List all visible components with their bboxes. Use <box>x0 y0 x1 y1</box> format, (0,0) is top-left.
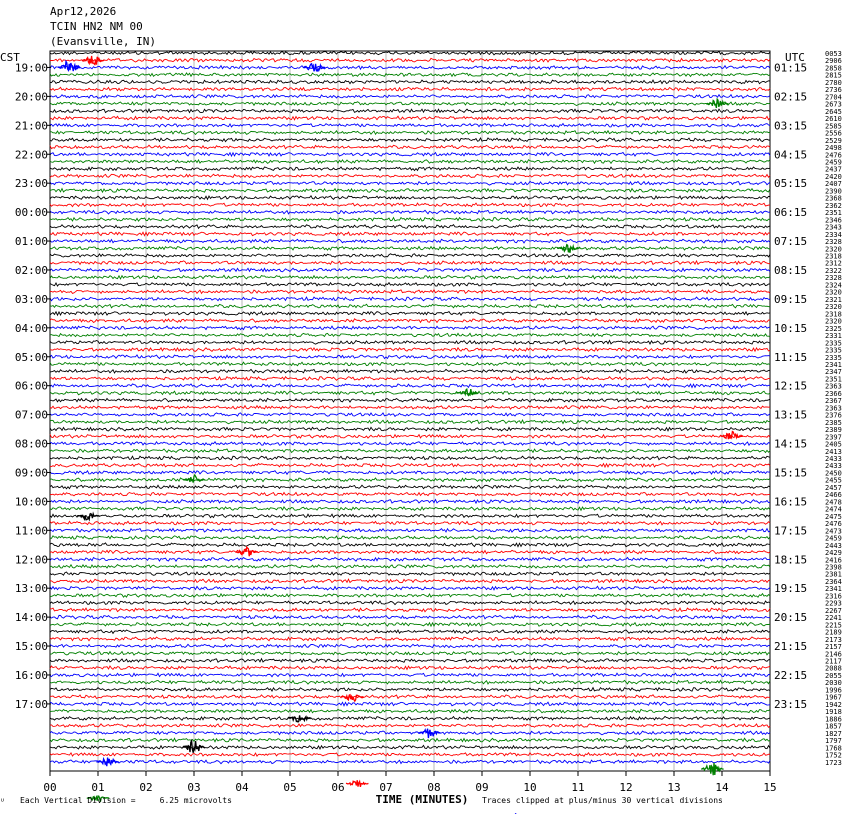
seismic-trace <box>50 529 770 533</box>
trace-value-label: 2316 <box>825 592 842 601</box>
seismic-trace <box>50 160 770 164</box>
trace-value-label: 2466 <box>825 491 842 500</box>
right-time-label: 23:15 <box>774 697 808 711</box>
seismic-trace <box>50 688 770 692</box>
trace-value-label: 2341 <box>825 360 842 369</box>
seismic-trace <box>50 239 770 243</box>
seismic-trace <box>50 391 770 395</box>
seismic-trace <box>50 413 770 417</box>
x-tick-label: 13 <box>667 781 681 794</box>
trace-value-label: 2328 <box>825 238 842 247</box>
right-time-label: 18:15 <box>774 553 808 567</box>
trace-value-label: 2407 <box>825 180 842 189</box>
trace-value-label: 2455 <box>825 476 842 485</box>
trace-value-label: 2335 <box>825 339 842 348</box>
trace-value-label: 2173 <box>825 635 842 644</box>
seismic-trace <box>50 434 770 438</box>
seismic-trace <box>50 377 770 381</box>
seismic-trace <box>50 492 770 496</box>
trace-value-label: 2585 <box>825 122 842 131</box>
event-burst <box>341 695 363 701</box>
trace-value-label: 1918 <box>825 708 842 717</box>
trace-value-label: 2267 <box>825 606 842 615</box>
event-burst <box>701 763 723 775</box>
seismic-trace <box>50 630 770 634</box>
y-axis-left-title: CST <box>0 51 20 64</box>
trace-value-label: 2736 <box>825 86 842 95</box>
right-time-label: 03:15 <box>774 119 808 133</box>
trace-value-label: 2343 <box>825 223 842 232</box>
trace-value-label: 2335 <box>825 353 842 362</box>
seismic-trace <box>50 167 770 171</box>
seismic-trace <box>50 51 770 55</box>
header-station: TCIN HN2 NM 00 <box>50 20 143 33</box>
seismic-trace <box>50 80 770 84</box>
trace-value-label: 2416 <box>825 556 842 565</box>
x-tick-label: 05 <box>283 781 297 794</box>
x-tick-label: 12 <box>619 781 633 794</box>
right-time-label: 05:15 <box>774 177 808 191</box>
left-time-label: 10:00 <box>14 495 48 509</box>
event-burst <box>418 729 440 738</box>
left-time-label: 12:00 <box>14 553 48 567</box>
left-time-label: 06:00 <box>14 379 48 393</box>
left-time-label: 22:00 <box>14 148 48 162</box>
trace-value-label: 2335 <box>825 346 842 355</box>
seismic-trace <box>50 608 770 612</box>
seismic-trace <box>50 738 770 742</box>
event-burst <box>346 780 368 787</box>
seismic-trace <box>50 695 770 699</box>
left-time-label: 00:00 <box>14 206 48 220</box>
trace-value-label: 2320 <box>825 303 842 312</box>
left-time-label: 17:00 <box>14 697 48 711</box>
trace-value-label: 2437 <box>825 165 842 174</box>
trace-value-label: 2157 <box>825 643 842 652</box>
trace-value-label: 2146 <box>825 650 842 659</box>
trace-value-label: 1942 <box>825 700 842 709</box>
trace-value-label: 2318 <box>825 252 842 261</box>
x-tick-label: 08 <box>427 781 441 794</box>
left-time-label: 20:00 <box>14 90 48 104</box>
seismic-trace <box>50 355 770 359</box>
trace-value-label: 2055 <box>825 671 842 680</box>
seismic-trace <box>50 558 770 562</box>
right-time-label: 13:15 <box>774 408 808 422</box>
trace-value-label: 2325 <box>825 324 842 333</box>
seismic-trace <box>50 427 770 431</box>
x-tick-label: 15 <box>763 781 777 794</box>
x-tick-label: 03 <box>187 781 201 794</box>
right-time-label: 17:15 <box>774 524 808 538</box>
trace-value-label: 2459 <box>825 534 842 543</box>
seismic-trace <box>50 333 770 336</box>
trace-value-label: 2030 <box>825 679 842 688</box>
seismic-trace <box>50 319 770 323</box>
seismic-trace <box>50 290 770 294</box>
seismic-trace <box>50 623 770 627</box>
event-burst <box>456 389 478 395</box>
clip-note: Traces clipped at plus/minus 30 vertical divisions <box>482 796 723 805</box>
seismic-trace <box>50 507 770 511</box>
trace-value-label: 2367 <box>825 397 842 406</box>
trace-value-label: 2459 <box>825 158 842 167</box>
plot-frame <box>50 51 770 771</box>
trace-value-label: 2322 <box>825 266 842 275</box>
right-time-label: 10:15 <box>774 321 808 335</box>
x-tick-label: 11 <box>571 781 585 794</box>
trace-value-label: 2368 <box>825 194 842 203</box>
seismic-trace <box>50 102 770 106</box>
x-tick-label: 14 <box>715 781 729 794</box>
event-burst <box>706 99 728 108</box>
trace-value-label: 2320 <box>825 288 842 297</box>
trace-value-label: 2351 <box>825 209 842 218</box>
trace-value-label: 2324 <box>825 281 842 290</box>
trace-value-label: 2474 <box>825 505 842 514</box>
left-time-label: 07:00 <box>14 408 48 422</box>
right-time-label: 15:15 <box>774 466 808 480</box>
seismic-trace <box>50 268 770 272</box>
seismic-trace <box>50 543 770 547</box>
x-tick-label: 04 <box>235 781 249 794</box>
seismic-trace <box>50 680 770 684</box>
left-time-label: 14:00 <box>14 611 48 625</box>
trace-value-label: 2476 <box>825 151 842 160</box>
x-tick-label: 06 <box>331 781 345 794</box>
seismic-trace <box>50 702 770 706</box>
traces <box>50 51 770 763</box>
trace-value-label: 2215 <box>825 621 842 630</box>
trace-value-label: 2610 <box>825 115 842 124</box>
left-time-label: 21:00 <box>14 119 48 133</box>
y-axis-right-title: UTC <box>785 51 805 64</box>
trace-value-label: 2320 <box>825 245 842 254</box>
trace-value-label: 2346 <box>825 216 842 225</box>
trace-value-label: 1967 <box>825 693 842 702</box>
seismic-trace <box>50 666 770 670</box>
seismic-trace <box>50 304 770 308</box>
trace-value-label: 2673 <box>825 100 842 109</box>
seismic-trace <box>50 709 770 713</box>
seismic-trace <box>50 326 770 330</box>
seismic-trace <box>50 246 770 250</box>
trace-value-label: 2385 <box>825 418 842 427</box>
trace-value-label: 2780 <box>825 78 842 87</box>
trace-value-label: 2389 <box>825 426 842 435</box>
trace-value-label: 2529 <box>825 136 842 145</box>
seismic-trace <box>50 369 770 373</box>
seismic-trace <box>50 651 770 655</box>
right-time-label: 06:15 <box>774 206 808 220</box>
trace-value-label: 2457 <box>825 483 842 492</box>
trace-value-label: 2293 <box>825 599 842 608</box>
seismic-trace <box>50 463 770 467</box>
trace-value-label: 2906 <box>825 57 842 66</box>
trace-value-label: 2397 <box>825 433 842 442</box>
trace-value-label: 2328 <box>825 274 842 283</box>
trace-value-label: 2312 <box>825 259 842 268</box>
trace-value-label: 2645 <box>825 107 842 116</box>
trace-value-label: 2366 <box>825 389 842 398</box>
seismic-trace <box>50 181 770 185</box>
x-axis-title: TIME (MINUTES) <box>375 793 469 806</box>
trace-value-label: 2318 <box>825 310 842 319</box>
right-time-label: 21:15 <box>774 640 808 654</box>
trace-value-label: 2450 <box>825 469 842 478</box>
left-time-label: 16:00 <box>14 668 48 682</box>
seismic-trace <box>50 95 770 99</box>
seismic-trace <box>50 731 770 735</box>
seismic-trace <box>50 442 770 446</box>
seismic-trace <box>50 312 770 316</box>
x-tick-label: 10 <box>523 781 537 794</box>
seismic-trace <box>50 717 770 721</box>
seismic-trace <box>50 615 770 619</box>
seismic-trace <box>50 152 770 156</box>
seismic-trace <box>50 73 770 76</box>
seismic-trace <box>50 659 770 663</box>
seismic-trace <box>50 384 770 388</box>
scale-note: Each Vertical Division = 6.25 microvolts <box>20 796 232 805</box>
seismic-trace <box>50 196 770 200</box>
seismic-trace <box>50 174 770 177</box>
left-time-label: 09:00 <box>14 466 48 480</box>
seismic-trace <box>50 124 770 127</box>
trace-value-label: 1996 <box>825 686 842 695</box>
seismic-trace <box>50 145 770 149</box>
x-tick-label: 01 <box>91 781 105 794</box>
seismic-trace <box>50 203 770 206</box>
seismic-trace <box>50 225 770 229</box>
right-time-label: 01:15 <box>774 61 808 75</box>
trace-value-label: 1768 <box>825 744 842 753</box>
trace-value-label: 1797 <box>825 737 842 746</box>
left-time-label: 04:00 <box>14 321 48 335</box>
trace-value-label: 2475 <box>825 512 842 521</box>
seismic-trace <box>50 131 770 135</box>
seismic-trace <box>50 297 770 301</box>
left-time-label: 19:00 <box>14 61 48 75</box>
trace-value-label: 2405 <box>825 440 842 449</box>
seismic-trace <box>50 514 770 517</box>
seismic-trace <box>50 189 770 193</box>
seismic-trace <box>50 601 770 605</box>
seismic-trace <box>50 521 770 525</box>
seismic-trace <box>50 760 770 764</box>
trace-value-label: 2413 <box>825 447 842 456</box>
seismic-trace <box>50 58 770 62</box>
right-time-label: 12:15 <box>774 379 808 393</box>
trace-value-label: 1827 <box>825 729 842 738</box>
seismic-trace <box>50 218 770 222</box>
trace-value-label: 2341 <box>825 585 842 594</box>
seismic-trace <box>50 362 770 366</box>
trace-value-label: 2320 <box>825 317 842 326</box>
trace-value-label: 2476 <box>825 520 842 529</box>
trace-value-label: 2704 <box>825 93 842 102</box>
seismic-trace <box>50 87 770 90</box>
seismic-trace <box>50 565 770 569</box>
seismic-trace <box>50 66 770 70</box>
seismic-trace <box>50 116 770 120</box>
seismic-trace <box>50 572 770 576</box>
x-tick-label: 09 <box>475 781 489 794</box>
left-time-label: 03:00 <box>14 292 48 306</box>
right-time-label: 09:15 <box>774 292 808 306</box>
trace-value-label: 2478 <box>825 498 842 507</box>
seismic-trace <box>50 283 770 287</box>
seismic-trace <box>50 550 770 554</box>
right-time-label: 07:15 <box>774 235 808 249</box>
trace-value-label: 2443 <box>825 541 842 550</box>
trace-value-label: 2351 <box>825 375 842 384</box>
x-tick-label: 00 <box>43 781 57 794</box>
trace-value-label: 2858 <box>825 64 842 73</box>
trace-value-label: 2189 <box>825 628 842 637</box>
left-time-label: 08:00 <box>14 437 48 451</box>
right-time-label: 22:15 <box>774 668 808 682</box>
seismic-trace <box>50 753 770 756</box>
left-time-label: 01:00 <box>14 235 48 249</box>
seismic-trace <box>50 109 770 113</box>
trace-value-label: 2815 <box>825 71 842 80</box>
seismic-trace <box>50 673 770 676</box>
gridlines <box>98 51 722 771</box>
seismic-trace <box>50 406 770 410</box>
trace-value-label: 2473 <box>825 527 842 536</box>
trace-value-label: 2398 <box>825 563 842 572</box>
seismic-trace <box>50 340 770 344</box>
event-burst <box>288 715 310 722</box>
trace-value-label: 1752 <box>825 751 842 760</box>
footer-mark: ᵁ <box>0 797 5 806</box>
seismic-trace <box>50 398 770 402</box>
trace-value-label: 1857 <box>825 722 842 731</box>
right-time-label: 02:15 <box>774 90 808 104</box>
trace-value-label: 2362 <box>825 201 842 210</box>
left-time-label: 11:00 <box>14 524 48 538</box>
seismic-trace <box>50 644 770 647</box>
seismic-trace <box>50 500 770 504</box>
seismic-trace <box>50 449 770 453</box>
trace-value-label: 0053 <box>825 50 842 58</box>
left-time-label: 02:00 <box>14 263 48 277</box>
left-time-label: 23:00 <box>14 177 48 191</box>
seismic-trace <box>50 594 770 598</box>
trace-value-label: 2433 <box>825 455 842 464</box>
seismic-trace <box>50 232 770 236</box>
seismic-trace <box>50 138 770 142</box>
seismic-trace <box>50 471 770 475</box>
trace-value-label: 1886 <box>825 715 842 724</box>
trace-value-label: 2363 <box>825 404 842 413</box>
event-burst <box>303 64 325 72</box>
header-location: (Evansville, IN) <box>50 35 156 48</box>
right-time-label: 04:15 <box>774 148 808 162</box>
trace-value-label: 2429 <box>825 549 842 558</box>
seismic-trace <box>50 579 770 583</box>
trace-value-label: 2363 <box>825 382 842 391</box>
left-time-label: 13:00 <box>14 582 48 596</box>
trace-value-label: 2498 <box>825 144 842 153</box>
seismic-trace <box>50 456 770 460</box>
seismic-trace <box>50 586 770 590</box>
trace-value-label: 2347 <box>825 368 842 377</box>
seismic-trace <box>50 348 770 352</box>
trace-value-label: 2241 <box>825 614 842 623</box>
event-burst <box>557 245 579 253</box>
trace-value-label: 2390 <box>825 187 842 196</box>
right-time-label: 16:15 <box>774 495 808 509</box>
header-date: Apr12,2026 <box>50 5 117 18</box>
seismic-trace <box>50 745 770 749</box>
seismic-trace <box>50 420 770 424</box>
trace-value-label: 2433 <box>825 462 842 471</box>
trace-value-label: 2088 <box>825 664 842 673</box>
seismic-trace <box>50 261 770 265</box>
seismic-trace <box>50 275 770 279</box>
left-time-label: 05:00 <box>14 350 48 364</box>
trace-value-label: 2334 <box>825 230 842 239</box>
trace-value-label: 2364 <box>825 577 842 586</box>
seismic-trace <box>50 478 770 482</box>
right-time-label: 11:15 <box>774 350 808 364</box>
trace-value-label: 2420 <box>825 172 842 181</box>
seismic-trace <box>50 254 770 257</box>
trace-value-label: 2321 <box>825 295 842 304</box>
right-time-label: 08:15 <box>774 263 808 277</box>
x-tick-label: 02 <box>139 781 153 794</box>
trace-value-label: 2381 <box>825 570 842 579</box>
trace-value-label: 2117 <box>825 657 842 666</box>
seismic-trace <box>50 637 770 641</box>
seismic-trace <box>50 724 770 727</box>
trace-value-label: 2331 <box>825 332 842 341</box>
right-time-label: 19:15 <box>774 582 808 596</box>
seismic-trace <box>50 536 770 540</box>
trace-value-label: 2556 <box>825 129 842 138</box>
trace-value-label: 1723 <box>825 758 842 767</box>
seismic-trace <box>50 210 770 214</box>
left-time-label: 15:00 <box>14 640 48 654</box>
seismic-trace <box>50 485 770 489</box>
events <box>58 56 743 814</box>
x-tick-label: 07 <box>379 781 393 794</box>
right-time-label: 20:15 <box>774 611 808 625</box>
trace-value-label: 2376 <box>825 411 842 420</box>
right-time-label: 14:15 <box>774 437 808 451</box>
